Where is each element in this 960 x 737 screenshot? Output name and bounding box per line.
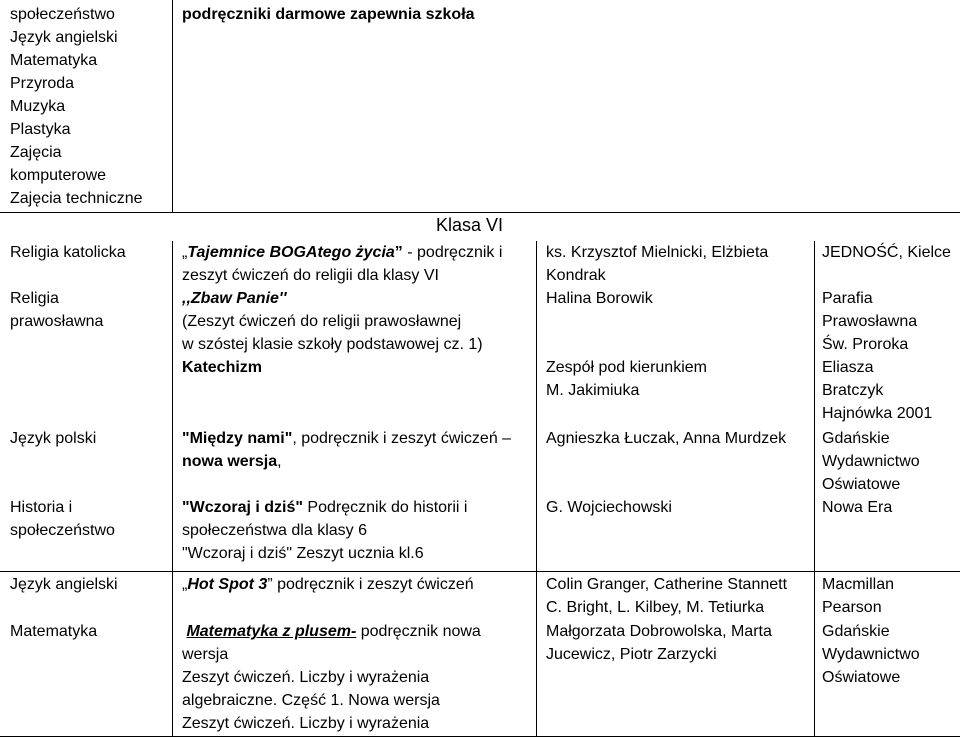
row-subject: Religia katolicka xyxy=(10,244,126,261)
row-publisher: Parafia Prawosławna Św. Proroka Eliasza Bratczyk Hajnówka 2001 xyxy=(822,290,933,422)
row-authors: Agnieszka Łuczak, Anna Murdzek xyxy=(546,430,787,447)
top-subjects: społeczeństwo Język angielski Matematyka Przyroda Muzyka Plastyka Zajęcia komputerowe Zajęcia techniczne xyxy=(10,6,143,207)
grid-line xyxy=(172,0,173,212)
grid-line xyxy=(536,241,537,571)
grid-line xyxy=(814,571,815,737)
grid-line xyxy=(814,241,815,571)
row-title: "Wczoraj i dziś" Podręcznik do historii i społeczeństwa dla klasy 6 "Wczoraj i dziś" Zeszyt ucznia kl.6 xyxy=(182,499,468,562)
row-publisher: Nowa Era xyxy=(822,499,893,516)
row-subject: Język polski xyxy=(10,430,97,447)
row-title: „Hot Spot 3” podręcznik i zeszyt ćwiczeń xyxy=(182,576,474,593)
grid-line xyxy=(536,571,537,737)
row-publisher: Gdańskie Wydawnictwo Oświatowe xyxy=(822,623,920,686)
row-authors: G. Wojciechowski xyxy=(546,499,672,516)
row-title: ,,Zbaw Panie'' (Zeszyt ćwiczeń do religii prawosławnej w szóstej klasie szkoły podstawowej cz. 1) Katechizm xyxy=(182,290,483,376)
row-authors: Colin Granger, Catherine Stannett C. Bright, L. Kilbey, M. Tetiurka xyxy=(546,576,788,616)
row-title: Matematyka z plusem- podręcznik nowa wersja Zeszyt ćwiczeń. Liczby i wyrażenia algebraiczne. Część 1. Nowa wersja Zeszyt ćwiczeń. Liczby i wyrażenia xyxy=(182,623,481,732)
row-publisher: Gdańskie Wydawnictwo Oświatowe xyxy=(822,430,920,493)
row-publisher: JEDNOŚĆ, Kielce xyxy=(822,244,951,261)
row-authors: Małgorzata Dobrowolska, Marta Jucewicz, Piotr Zarzycki xyxy=(546,623,772,663)
free-books-note: podręczniki darmowe zapewnia szkoła xyxy=(182,6,475,23)
section-header: Klasa VI xyxy=(436,215,504,235)
row-authors: ks. Krzysztof Mielnicki, Elżbieta Kondrak xyxy=(546,244,769,284)
row-subject: Religia prawosławna xyxy=(10,290,104,330)
row-title: "Między nami", podręcznik i zeszyt ćwiczeń – nowa wersja, xyxy=(182,430,512,470)
row-authors: Halina Borowik Zespół pod kierunkiem M. Jakimiuka xyxy=(546,290,707,399)
row-title: „Tajemnice BOGAtego życia” - podręcznik i zeszyt ćwiczeń do religii dla klasy VI xyxy=(182,244,503,284)
grid-line xyxy=(0,212,960,213)
row-subject: Język angielski xyxy=(10,576,118,593)
row-subject: Historia i społeczeństwo xyxy=(10,499,115,539)
row-publisher: Macmillan Pearson xyxy=(822,576,895,616)
grid-line xyxy=(172,571,173,737)
grid-line xyxy=(172,241,173,571)
grid-line xyxy=(0,571,960,572)
row-subject: Matematyka xyxy=(10,623,98,640)
